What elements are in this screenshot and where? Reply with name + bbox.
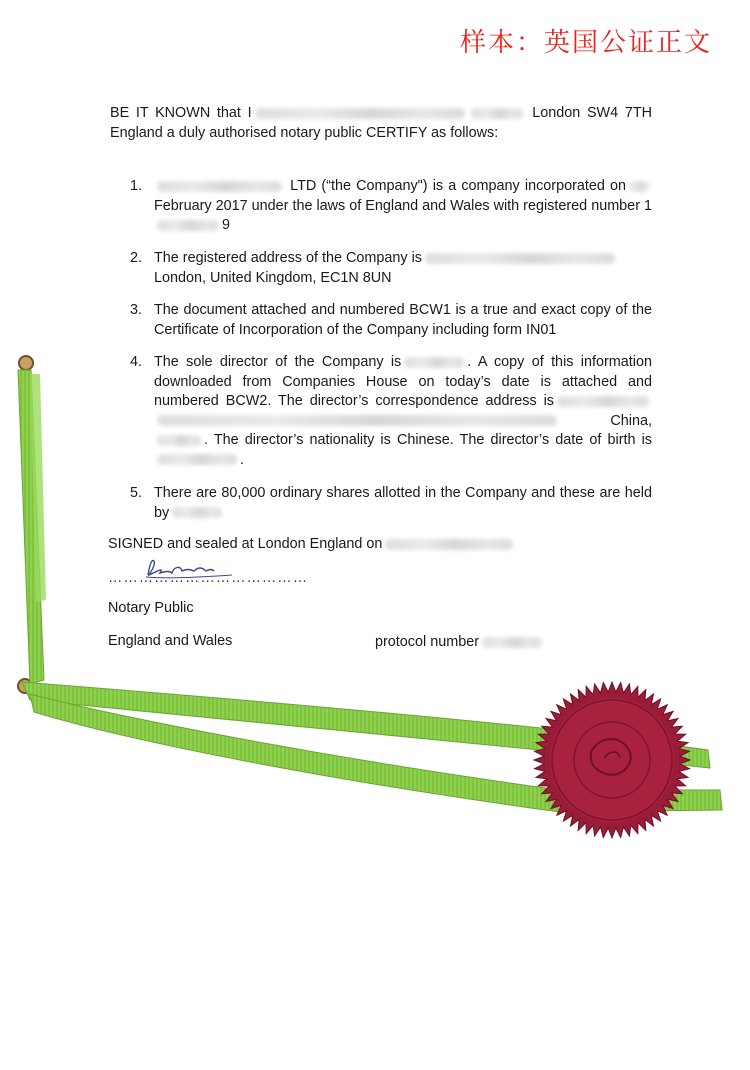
- item-text: February 2017 under the laws of England and Wales with registered number 1: [154, 197, 652, 214]
- redacted-director-name: [404, 357, 464, 368]
- item-text: . The director’s nationality is Chinese. The director’s date of birth is: [204, 432, 652, 448]
- redacted-postcode: [157, 435, 201, 446]
- item-text: The sole director of the Company is: [154, 354, 402, 370]
- item-number: 2.: [130, 250, 143, 266]
- signed-text: SIGNED and sealed at London England on: [108, 536, 383, 552]
- item-text: The registered address of the Company is: [154, 250, 422, 266]
- item-text: 9: [222, 217, 231, 233]
- redacted-date-of-birth: [157, 454, 237, 465]
- item-number: 3.: [130, 302, 143, 318]
- item-number: 4.: [130, 354, 143, 370]
- item-text: LTD (“the Company") is a company incorporated on: [290, 178, 627, 194]
- jurisdiction: England and Wales: [108, 633, 233, 649]
- item-body: [154, 177, 652, 236]
- redacted-correspondence-address: [157, 415, 557, 426]
- signature-line: …………………………………: [108, 570, 309, 586]
- protocol-label: protocol number: [375, 634, 479, 650]
- intro-paragraph: [110, 104, 652, 143]
- list-item-2: [130, 249, 652, 288]
- redacted-notary-name: [255, 108, 465, 119]
- notary-title: Notary Public: [108, 600, 194, 616]
- item-number: 5.: [130, 485, 143, 501]
- redacted-company-number: [157, 220, 219, 231]
- item-text: There are 80,000 ordinary shares allotted in the Company and these are held by: [154, 485, 652, 521]
- list-item-5: [130, 484, 652, 523]
- redacted-company-name: [157, 181, 282, 192]
- item-body: [154, 249, 652, 288]
- item-text: China,: [610, 412, 652, 429]
- item-number: 1.: [130, 178, 143, 194]
- list-item-4: [130, 353, 652, 470]
- redacted-shareholder: [172, 507, 222, 518]
- list-item-1: [130, 177, 652, 236]
- protocol-number: [375, 633, 545, 653]
- item-body: [154, 353, 652, 470]
- item-body: [154, 484, 652, 523]
- signature-scribble: [140, 553, 240, 583]
- item-text: . A copy of this information downloaded from Companies House on today’s date is attached and numbered BCW2. The director’s correspondence address is: [154, 354, 652, 409]
- list-item-3: [130, 301, 652, 340]
- item-body: The document attached and numbered BCW1 is a true and exact copy of the Certificate of Incorporation of the Company including form IN01: [154, 302, 652, 338]
- redacted-registered-address: [425, 253, 615, 264]
- redacted-date: [629, 181, 649, 192]
- sample-watermark: 样本：英国公证正文: [459, 28, 712, 58]
- redacted-protocol-number: [482, 637, 542, 648]
- intro-text: London SW4 7TH England a duly authorised notary public CERTIFY as follows:: [110, 105, 653, 141]
- redacted-signing-date: [385, 539, 513, 550]
- redacted-correspondence-address: [557, 396, 649, 407]
- item-text: .: [240, 451, 244, 468]
- redacted-notary-address: [471, 108, 523, 119]
- item-text: London, United Kingdom, EC1N 8UN: [154, 269, 392, 286]
- intro-lead: BE IT KNOWN that I: [110, 105, 252, 121]
- signed-line: [108, 535, 516, 555]
